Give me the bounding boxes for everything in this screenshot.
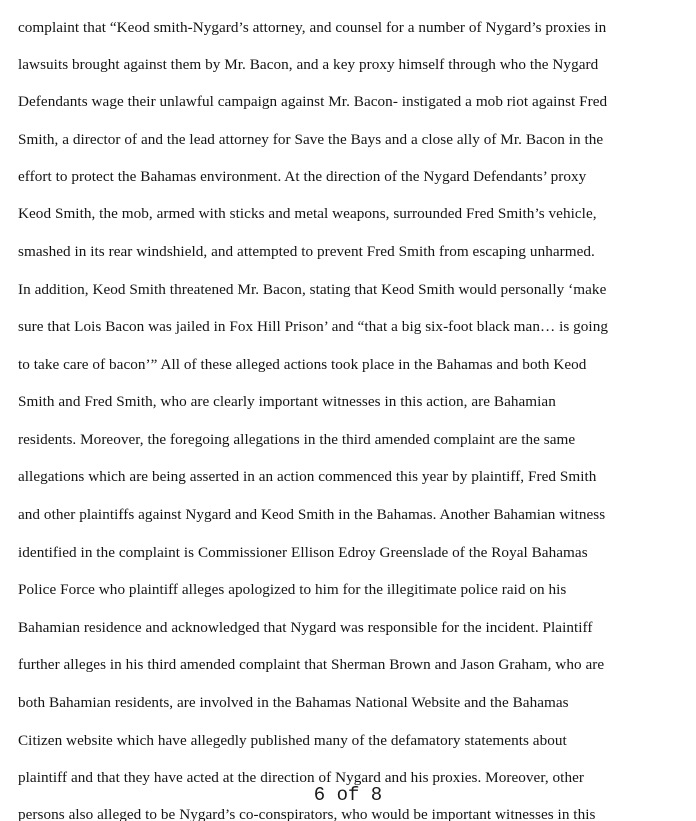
text-line-21: plaintiff and that they have acted at the direction of Nygard and his proxies. Moreover, other — [18, 769, 584, 786]
text-line-5: effort to protect the Bahamas environment. At the direction of the Nygard Defendants’ proxy — [18, 168, 587, 185]
text-line-3: Defendants wage their unlawful campaign against Mr. Bacon- instigated a mob riot against Fred — [18, 93, 608, 110]
text-line-20: Citizen website which have allegedly published many of the defamatory statements about — [18, 732, 567, 749]
text-line-8: In addition, Keod Smith threatened Mr. Bacon, stating that Keod Smith would personally ‘make — [18, 281, 607, 298]
text-line-14: and other plaintiffs against Nygard and Keod Smith in the Bahamas. Another Bahamian witness — [18, 506, 606, 523]
page-number: 6 of 8 — [313, 784, 383, 806]
text-line-18: further alleges in his third amended complaint that Sherman Brown and Jason Graham, who are — [18, 656, 605, 673]
text-line-1: complaint that “Keod smith-Nygard’s attorney, and counsel for a number of Nygard’s proxies in — [18, 19, 607, 36]
text-line-12: residents. Moreover, the foregoing allegations in the third amended complaint are the same — [18, 431, 576, 448]
text-line-11: Smith and Fred Smith, who are clearly important witnesses in this action, are Bahamian — [18, 393, 556, 410]
text-line-15: identified in the complaint is Commissioner Ellison Edroy Greenslade of the Royal Bahamas — [18, 544, 588, 561]
text-line-4: Smith, a director of and the lead attorney for Save the Bays and a close ally of Mr. Bacon in the — [18, 131, 604, 148]
text-line-2: lawsuits brought against them by Mr. Bacon, and a key proxy himself through who the Nygard — [18, 56, 599, 73]
text-line-9: sure that Lois Bacon was jailed in Fox Hill Prison’ and “that a big six-foot black man… is going — [18, 318, 608, 335]
text-line-13: allegations which are being asserted in an action commenced this year by plaintiff, Fred Smith — [18, 468, 597, 485]
text-line-22: persons also alleged to be Nygard’s co-conspirators, who would be important witnesses in this — [18, 806, 596, 821]
text-line-6: Keod Smith, the mob, armed with sticks and metal weapons, surrounded Fred Smith’s vehicle, — [18, 205, 597, 222]
text-line-16: Police Force who plaintiff alleges apologized to him for the illegitimate police raid on his — [18, 581, 567, 598]
text-line-10: to take care of bacon’” All of these alleged actions took place in the Bahamas and both Keod — [18, 356, 587, 373]
text-line-19: both Bahamian residents, are involved in the Bahamas National Website and the Bahamas — [18, 694, 569, 711]
text-line-7: smashed in its rear windshield, and attempted to prevent Fred Smith from escaping unharmed. — [18, 243, 595, 260]
text-line-17: Bahamian residence and acknowledged that Nygard was responsible for the incident. Plaintiff — [18, 619, 593, 636]
